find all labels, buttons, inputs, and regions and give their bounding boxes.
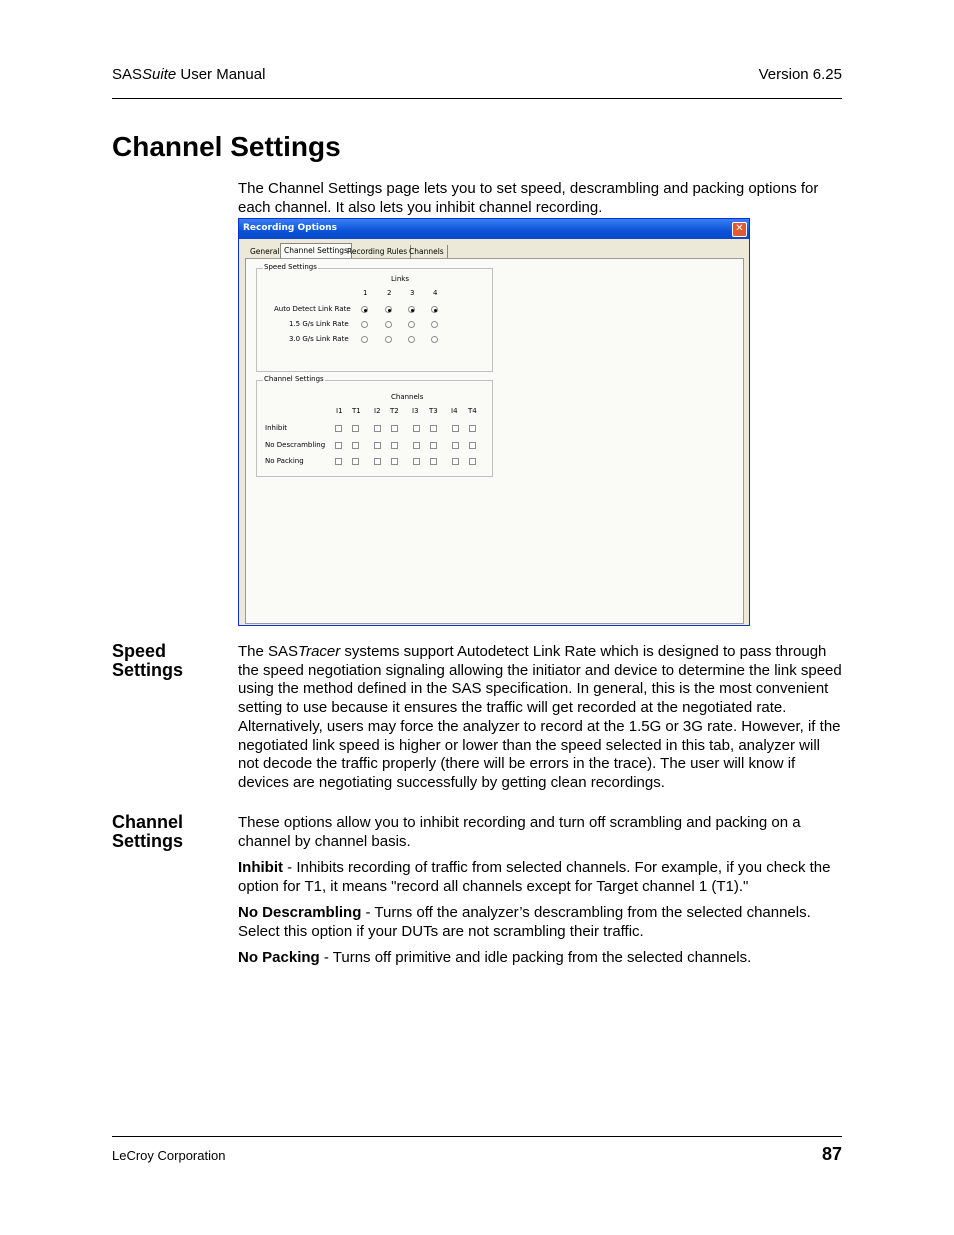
radio-auto-link2[interactable] — [385, 306, 392, 313]
column-label: T3 — [429, 407, 438, 415]
link-number: 2 — [387, 289, 392, 297]
column-label: I2 — [374, 407, 381, 415]
radio-1-5g-link3[interactable] — [408, 321, 415, 328]
checkbox-nodescr-t4[interactable] — [469, 442, 476, 449]
version-label: Version 6.25 — [758, 66, 842, 83]
channels-label: Channels — [391, 393, 424, 401]
radio-auto-link1[interactable] — [361, 306, 368, 313]
no-descrambling-paragraph: No Descrambling - Turns off the analyzer’s descrambling from the selected channels. Select this option if your DUTs are not scrambling their traffic. — [238, 904, 811, 940]
checkbox-nopack-t2[interactable] — [391, 458, 398, 465]
checkbox-nopack-t3[interactable] — [430, 458, 437, 465]
dialog-title: Recording Options — [243, 223, 337, 233]
links-label: Links — [391, 275, 409, 283]
speed-settings-heading — [112, 642, 183, 680]
checkbox-nopack-i3[interactable] — [413, 458, 420, 465]
heading-line: Speed — [112, 641, 167, 661]
checkbox-inhibit-i1[interactable] — [335, 425, 342, 432]
header-rule — [112, 98, 842, 99]
radio-1-5g-link2[interactable] — [385, 321, 392, 328]
heading-line: Settings — [112, 660, 184, 680]
radio-3-0g-link2[interactable] — [385, 336, 392, 343]
heading-line: Settings — [112, 831, 184, 851]
speed-settings-paragraph: The SASTracer systems support Autodetect Link Rate which is designed to pass through the speed negotiation signaling allowing the initiator and device to determine the link speed using the method defined in the SAS specification. In general, this is the most convenient setting to use because it ensures the traffic will get recorded at the negotiated rate. Alternatively, users may force the analyzer to record at the 1.5G or 3G rate. However, if the negotiated link speed is higher or lower than the speed selected in this tab, analyzer will not decode the traffic properly (there will be errors in the trace). The user will know if devices are negotiating successfully by getting clean recordings. — [238, 643, 842, 791]
column-label: I4 — [451, 407, 458, 415]
column-label: T4 — [468, 407, 477, 415]
checkbox-nopack-i1[interactable] — [335, 458, 342, 465]
channel-settings-group — [256, 375, 493, 477]
checkbox-nodescr-i4[interactable] — [452, 442, 459, 449]
row-label: No Descrambling — [265, 441, 326, 449]
checkbox-inhibit-i4[interactable] — [452, 425, 459, 432]
page-header — [112, 66, 842, 86]
speed-settings-group — [256, 263, 493, 372]
checkbox-inhibit-t3[interactable] — [430, 425, 437, 432]
tab-page — [245, 258, 744, 624]
radio-auto-link3[interactable] — [408, 306, 415, 313]
checkbox-nodescr-t3[interactable] — [430, 442, 437, 449]
link-number: 4 — [433, 289, 438, 297]
checkbox-inhibit-i2[interactable] — [374, 425, 381, 432]
checkbox-inhibit-t2[interactable] — [391, 425, 398, 432]
radio-3-0g-link3[interactable] — [408, 336, 415, 343]
inhibit-paragraph: Inhibit - Inhibits recording of traffic from selected channels. For example, if you check the option for T1, it means "record all channels except for Target channel 1 (T1)." — [238, 859, 831, 895]
page-title: Channel Settings — [112, 131, 341, 162]
checkbox-nopack-t1[interactable] — [352, 458, 359, 465]
tab-channel-settings[interactable]: Channel Settings — [280, 243, 352, 259]
heading-line: Channel — [112, 812, 184, 832]
tab-channels[interactable]: Channels — [406, 245, 448, 258]
radio-1-5g-link4[interactable] — [431, 321, 438, 328]
column-label: T1 — [352, 407, 361, 415]
manual-title: SASSuite User Manual — [112, 66, 266, 83]
checkbox-nodescr-t2[interactable] — [391, 442, 398, 449]
row-label: Inhibit — [265, 424, 288, 432]
checkbox-inhibit-t1[interactable] — [352, 425, 359, 432]
checkbox-nopack-t4[interactable] — [469, 458, 476, 465]
checkbox-nodescr-i2[interactable] — [374, 442, 381, 449]
group-label: Speed Settings — [264, 263, 317, 271]
no-packing-paragraph: No Packing - Turns off primitive and idle packing from the selected channels. — [238, 949, 752, 966]
column-label: I1 — [336, 407, 343, 415]
intro-paragraph: The Channel Settings page lets you to set speed, descrambling and packing options for each channel. It also lets you inhibit channel recording. — [238, 180, 819, 216]
checkbox-nodescr-i1[interactable] — [335, 442, 342, 449]
link-number: 1 — [363, 289, 368, 297]
checkbox-nodescr-t1[interactable] — [352, 442, 359, 449]
recording-options-dialog — [238, 218, 750, 626]
radio-auto-link4[interactable] — [431, 306, 438, 313]
checkbox-nodescr-i3[interactable] — [413, 442, 420, 449]
tab-recording-rules[interactable]: Recording Rules — [344, 245, 411, 258]
footer-rule — [112, 1136, 842, 1137]
dialog-titlebar — [239, 219, 749, 239]
page-number: 87 — [821, 1144, 842, 1164]
close-icon[interactable]: ✕ — [732, 222, 747, 237]
channel-settings-paragraph: These options allow you to inhibit recording and turn off scrambling and packing on a channel by channel basis. — [238, 814, 801, 850]
radio-3-0g-link1[interactable] — [361, 336, 368, 343]
row-label: No Packing — [265, 457, 304, 465]
row-label: Auto Detect Link Rate — [274, 305, 351, 313]
tab-general[interactable]: General — [247, 245, 284, 258]
column-label: T2 — [390, 407, 399, 415]
checkbox-inhibit-t4[interactable] — [469, 425, 476, 432]
row-label: 3.0 G/s Link Rate — [289, 335, 349, 343]
checkbox-inhibit-i3[interactable] — [413, 425, 420, 432]
group-label: Channel Settings — [264, 375, 324, 383]
row-label: 1.5 G/s Link Rate — [289, 320, 349, 328]
channel-settings-heading — [112, 813, 183, 851]
radio-1-5g-link1[interactable] — [361, 321, 368, 328]
checkbox-nopack-i2[interactable] — [374, 458, 381, 465]
checkbox-nopack-i4[interactable] — [452, 458, 459, 465]
radio-3-0g-link4[interactable] — [431, 336, 438, 343]
footer-company: LeCroy Corporation — [112, 1148, 226, 1163]
column-label: I3 — [412, 407, 419, 415]
link-number: 3 — [410, 289, 415, 297]
